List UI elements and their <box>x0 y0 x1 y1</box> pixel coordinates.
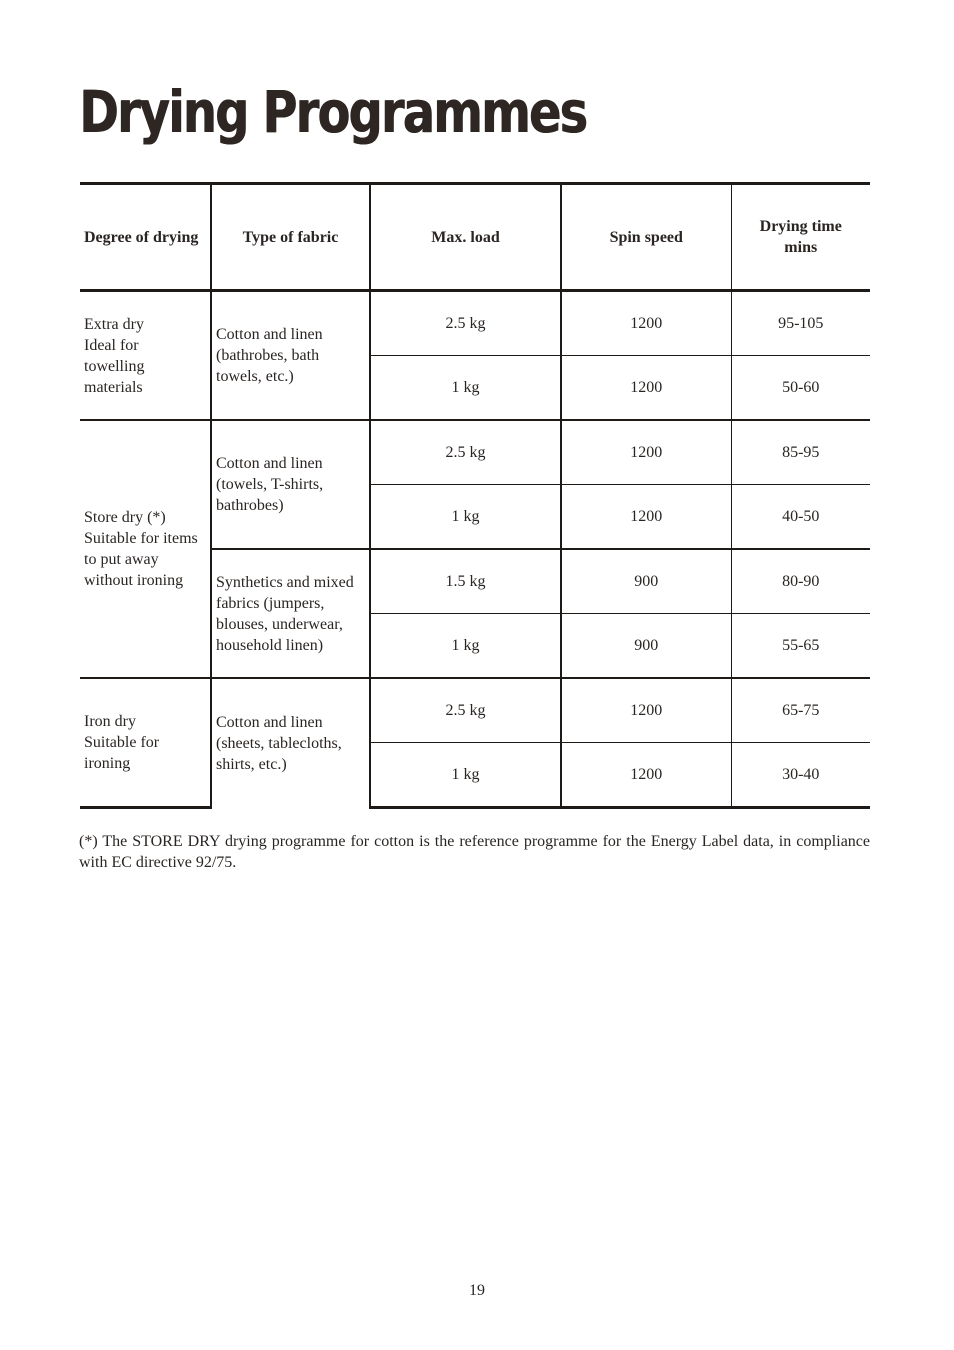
drying-time-cell: 95-105 <box>731 291 870 356</box>
header-type-of-fabric: Type of fabric <box>211 184 370 291</box>
table-header-row <box>80 184 870 291</box>
max-load-cell: 1 kg <box>370 743 561 808</box>
degree-of-drying-cell <box>80 420 211 678</box>
fabric-line: fabrics (jumpers, <box>216 594 325 612</box>
table-row <box>80 420 870 485</box>
spin-speed-cell: 1200 <box>561 678 731 743</box>
fabric-line: Synthetics and mixed <box>216 573 354 591</box>
fabric-line: Cotton and linen <box>216 326 323 343</box>
header-drying-time-line2: mins <box>784 239 818 256</box>
degree-line: towelling <box>84 357 145 375</box>
max-load-cell: 2.5 kg <box>370 420 561 485</box>
drying-time-cell: 40-50 <box>731 485 870 550</box>
fabric-type-cell <box>211 420 370 549</box>
table-row <box>80 678 870 743</box>
degree-line: Suitable for items <box>84 530 198 547</box>
degree-of-drying-cell <box>80 291 211 421</box>
degree-line: Extra dry <box>84 315 144 333</box>
spin-speed-cell: 1200 <box>561 291 731 356</box>
degree-line: Iron dry <box>84 713 136 730</box>
degree-line: without ironing <box>84 572 184 589</box>
fabric-line: Cotton and linen <box>216 713 323 731</box>
header-drying-time <box>731 184 870 291</box>
fabric-line: household linen) <box>216 636 324 654</box>
drying-time-cell: 50-60 <box>731 356 870 421</box>
header-drying-time-line1: Drying time <box>759 218 842 235</box>
drying-time-cell: 85-95 <box>731 420 870 485</box>
degree-line: Suitable for <box>84 734 160 751</box>
max-load-cell: 2.5 kg <box>370 678 561 743</box>
page-title: Drying Programmes <box>79 78 587 146</box>
fabric-line: (sheets, tablecloths, <box>216 734 342 752</box>
spin-speed-cell: 1200 <box>561 743 731 808</box>
degree-line: ironing <box>84 755 131 772</box>
degree-line: Store dry (*) <box>84 509 166 526</box>
max-load-cell: 1 kg <box>370 485 561 550</box>
fabric-line: (bathrobes, bath <box>216 347 320 364</box>
degree-of-drying-cell <box>80 678 211 808</box>
spin-speed-cell: 1200 <box>561 356 731 421</box>
spin-speed-cell: 900 <box>561 614 731 679</box>
fabric-line: (towels, T-shirts, <box>216 476 324 493</box>
drying-time-cell: 30-40 <box>731 743 870 808</box>
header-spin-speed: Spin speed <box>561 184 731 291</box>
max-load-cell: 1 kg <box>370 614 561 679</box>
table-row <box>80 291 870 356</box>
fabric-line: Cotton and linen <box>216 455 323 472</box>
spin-speed-cell: 1200 <box>561 485 731 550</box>
fabric-type-cell <box>211 291 370 421</box>
max-load-cell: 2.5 kg <box>370 291 561 356</box>
footnote: (*) The STORE DRY drying programme for cotton is the reference programme for the Energy Label data, in compliance with EC directive 92/75. <box>79 833 870 871</box>
drying-time-cell: 65-75 <box>731 678 870 743</box>
drying-time-cell: 55-65 <box>731 614 870 679</box>
max-load-cell: 1 kg <box>370 356 561 421</box>
fabric-line: towels, etc.) <box>216 368 294 385</box>
fabric-line: blouses, underwear, <box>216 615 343 633</box>
spin-speed-cell: 1200 <box>561 420 731 485</box>
fabric-line: bathrobes) <box>216 497 284 514</box>
fabric-type-cell <box>211 678 370 808</box>
degree-line: Ideal for <box>84 336 139 354</box>
drying-time-cell: 80-90 <box>731 549 870 614</box>
drying-programmes-table <box>80 182 870 809</box>
fabric-type-cell <box>211 549 370 678</box>
degree-line: materials <box>84 378 143 396</box>
fabric-line: shirts, etc.) <box>216 755 287 773</box>
header-max-load: Max. load <box>370 184 561 291</box>
max-load-cell: 1.5 kg <box>370 549 561 614</box>
degree-line: to put away <box>84 551 159 568</box>
table-body <box>80 291 870 808</box>
spin-speed-cell: 900 <box>561 549 731 614</box>
header-degree-of-drying: Degree of drying <box>80 184 211 291</box>
page-number: 19 <box>469 1282 485 1299</box>
